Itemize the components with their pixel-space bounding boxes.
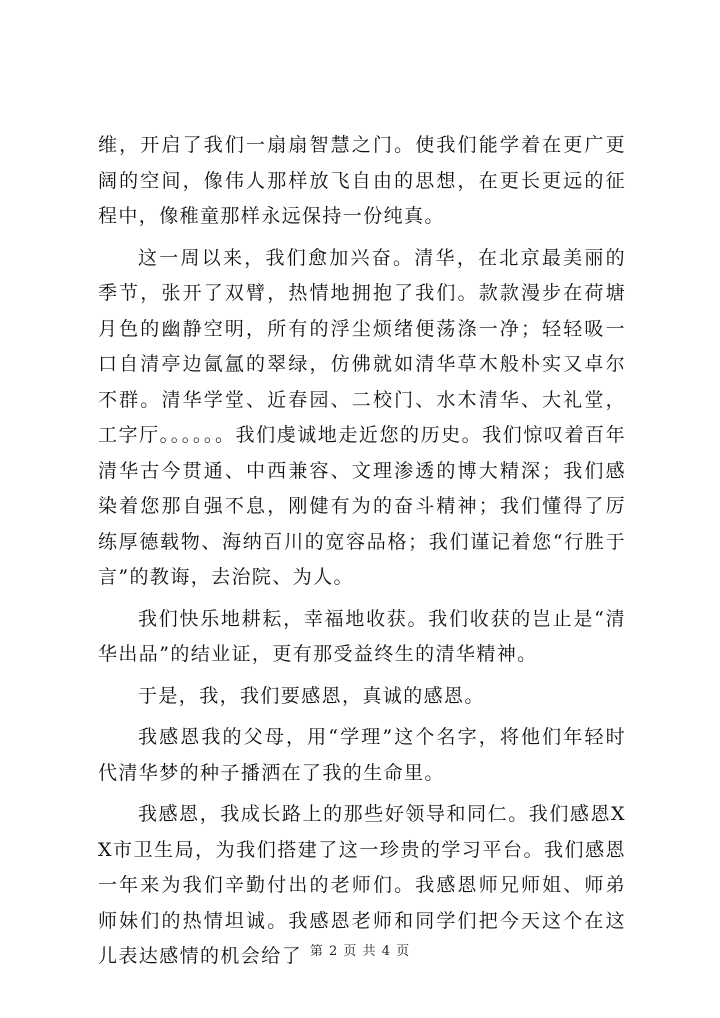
paragraph-4: 于是，我，我们要感恩，真诚的感恩。: [138, 684, 485, 707]
page-number-footer: 第 2 页 共 4 页: [309, 944, 411, 959]
paragraph-6: 我感恩，我成长路上的那些好领导和同仁。我们感恩XX市卫生局，为我们搭建了这一珍贵的学习平台。我们感恩一年来为我们辛勤付出的老师们。我感恩师兄师姐、师弟师妹们的热情坦诚。我感恩老师和同学们把今天这个在这儿表达感情的机会给了: [98, 803, 626, 967]
body-text: [98, 128, 626, 981]
paragraph-2: 这一周以来，我们愈加兴奋。清华，在北京最美丽的季节，张开了双臂，热情地拥抱了我们。款款漫步在荷塘月色的幽静空明，所有的浮尘烦绪便荡涤一净；轻轻吸一口自清亭边氤氲的翠绿，仿佛就如清华草木般朴实又卓尔不群。清华学堂、近春园、二校门、水木清华、大礼堂，工字厅。。。。。。我们虔诚地走近您的历史。我们惊叹着百年清华古今贯通、中西兼容、文理渗透的博大精深；我们感染着您那自强不息，刚健有为的奋斗精神；我们懂得了厉练厚德载物、海纳百川的宽容品格；我们谨记着您“行胜于言”的教诲，去治院、为人。: [98, 246, 626, 588]
paragraph-3: 我们快乐地耕耘，幸福地收获。我们收获的岂止是“清华出品”的结业证，更有那受益终生的清华精神。: [98, 607, 626, 665]
paragraph-5: 我感恩我的父母，用“学理”这个名字，将他们年轻时代清华梦的种子播洒在了我的生命里。: [98, 726, 626, 784]
paragraph-1: 维，开启了我们一扇扇智慧之门。使我们能学着在更广更阔的空间，像伟人那样放飞自由的思想，在更长更远的征程中，像稚童那样永远保持一份纯真。: [98, 134, 626, 227]
